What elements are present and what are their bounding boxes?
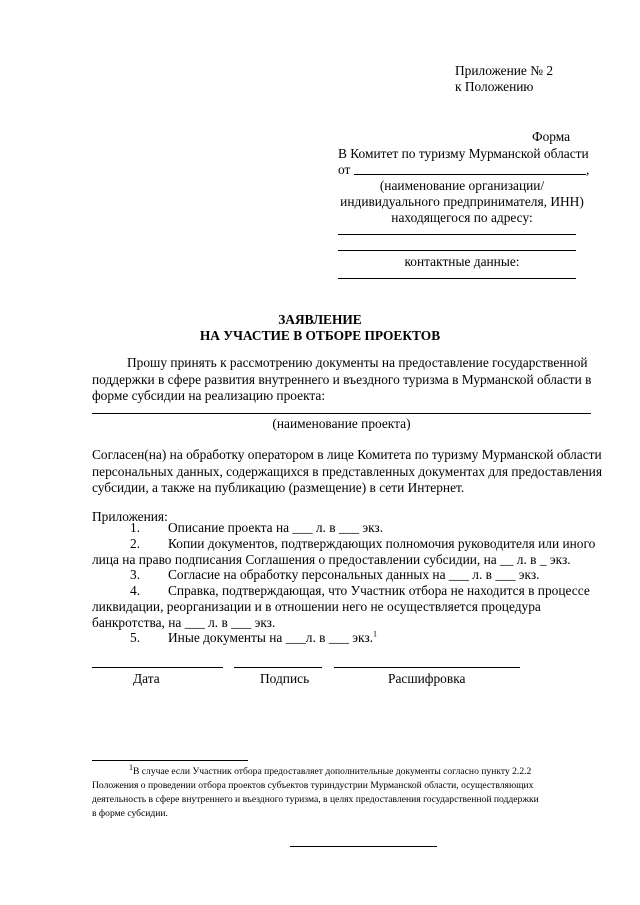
date-label: Дата	[133, 671, 160, 686]
attachment-text-with-footnote	[168, 629, 377, 646]
address-line-2	[338, 250, 576, 251]
footnote-marker: 1	[373, 629, 377, 639]
form-label: Форма	[532, 129, 571, 144]
consent-line-3: субсидии, а также на публикацию (размещение) в сети Интернет.	[92, 480, 465, 495]
attachment-text: Согласие на обработку персональных данных на ___ л. в ___ экз.	[168, 567, 540, 582]
org-hint-line1: (наименование организации/	[379, 178, 545, 193]
attachment-text: Описание проекта на ___ л. в ___ экз.	[168, 520, 384, 535]
appendix-reference: к Положению	[455, 79, 534, 94]
address-line-1	[338, 234, 576, 235]
project-hint: (наименование проекта)	[272, 416, 411, 431]
org-hint-line2: индивидуального предпринимателя, ИНН)	[340, 194, 584, 209]
attachment-text: Справка, подтверждающая, что Участник отбора не находится в процессе	[168, 583, 590, 598]
address-hint: находящегося по адресу:	[391, 210, 533, 225]
attachment-text: ликвидации, реорганизации и в отношении него не осуществляется процедура	[92, 599, 541, 614]
attachment-number: 2.	[130, 536, 141, 551]
addressee: В Комитет по туризму Мурманской области	[338, 146, 589, 161]
applicant-name-line	[354, 174, 586, 175]
consent-line-2: персональных данных, содержащихся в представленных документах для предоставления	[92, 464, 603, 479]
attachments-heading: Приложения:	[92, 509, 168, 524]
attachment-number: 4.	[130, 583, 141, 598]
footnote-line-2: Положения о проведении отбора проектов субъектов туриндустрии Мурманской области, осуществляющих	[92, 780, 534, 791]
footnote-line-4: в форме субсидии.	[92, 808, 168, 819]
from-comma: ,	[586, 162, 590, 177]
attachment-text: лица на право подписания Соглашения о предоставлении субсидии, на __ л. в _ экз.	[92, 552, 571, 567]
signature-line	[234, 667, 322, 668]
document-title: ЗАЯВЛЕНИЕ	[278, 312, 362, 327]
project-name-line	[92, 413, 591, 414]
request-line-2: поддержки в сфере развития внутреннего и въездного туризма в Мурманской области в	[92, 372, 592, 387]
date-line	[92, 667, 223, 668]
footnote-line-1: $^1$В случае если Участник отбора предоставляет дополнительные документы согласно пункту 2.2.2	[129, 762, 532, 777]
attachment-text: Иные документы на ___л. в ___ экз.	[168, 630, 373, 645]
footnote-separator	[92, 760, 248, 761]
request-line-3: форме субсидии на реализацию проекта:	[92, 388, 326, 403]
consent-line-1: Согласен(на) на обработку оператором в лице Комитета по туризму Мурманской области	[92, 447, 602, 462]
decoding-line	[334, 667, 520, 668]
footnote-mark: 1	[129, 762, 133, 772]
decoding-label: Расшифровка	[388, 671, 466, 686]
attachment-number: 3.	[130, 567, 141, 582]
attachment-text: банкротства, на ___ л. в ___ экз.	[92, 615, 276, 630]
document-subtitle: НА УЧАСТИЕ В ОТБОРЕ ПРОЕКТОВ	[199, 328, 441, 343]
attachment-number: 1.	[130, 520, 141, 535]
contacts-hint: контактные данные:	[404, 254, 520, 269]
contacts-line	[338, 278, 576, 279]
attachment-text: Копии документов, подтверждающих полномочия руководителя или иного	[168, 536, 596, 551]
appendix-number: Приложение № 2	[455, 63, 554, 78]
attachment-number: 5.	[130, 630, 141, 645]
signature-label: Подпись	[260, 671, 310, 686]
request-line-1: Прошу принять к рассмотрению документы на предоставление государственной	[127, 355, 588, 370]
closing-rule	[290, 846, 437, 847]
footnote-line-3: деятельность в сфере внутреннего и въездного туризма, в целях предоставления государственной поддержки	[92, 794, 539, 805]
from-prefix: от	[338, 162, 351, 177]
